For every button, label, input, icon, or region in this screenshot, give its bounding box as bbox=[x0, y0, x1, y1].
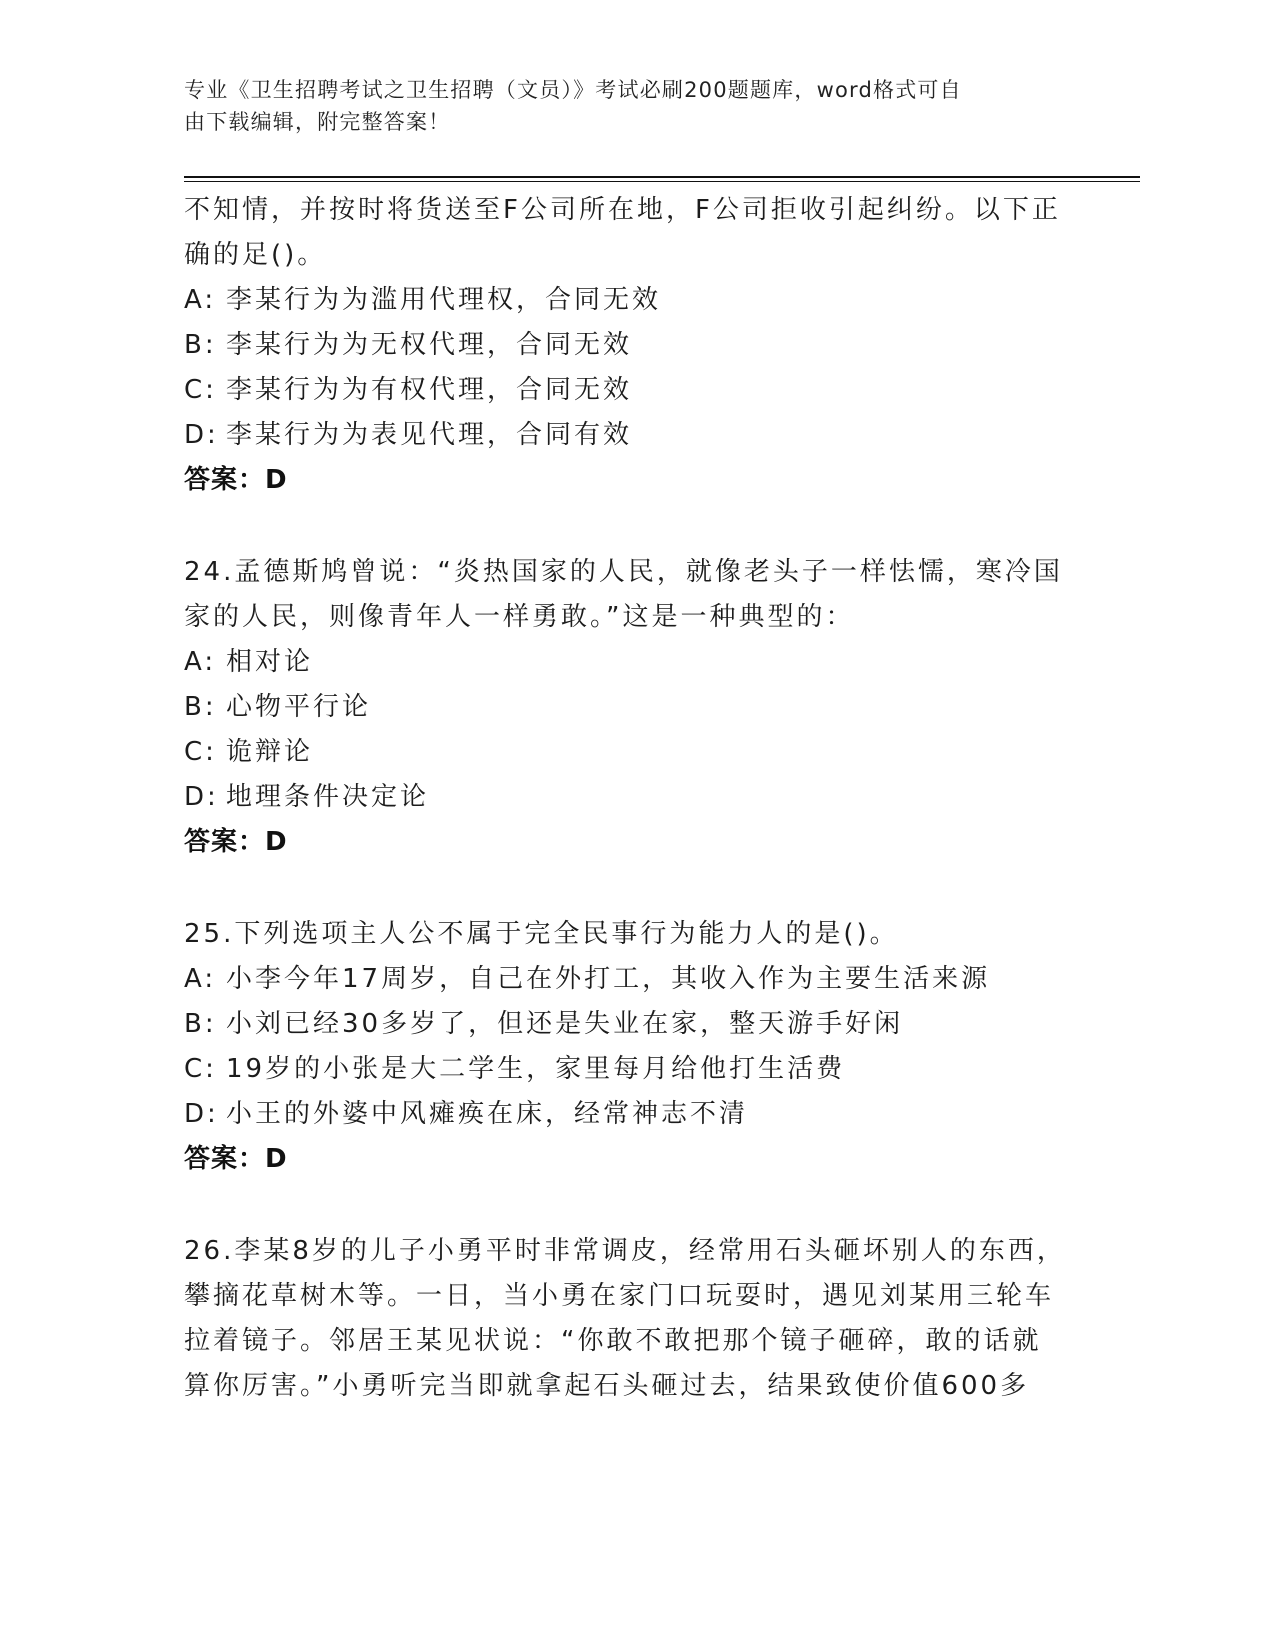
question-stem-line: 攀摘花草树木等。一日，当小勇在家门口玩耍时，遇见刘某用三轮车 bbox=[184, 1281, 1055, 1311]
header-line-2: 由下载编辑，附完整答案！ bbox=[184, 110, 451, 134]
option-letter: A: bbox=[184, 964, 217, 994]
option-text: 李某行为为无权代理，合同无效 bbox=[226, 330, 633, 360]
option-text: 李某行为为表见代理，合同有效 bbox=[226, 420, 633, 450]
option-letter: D: bbox=[184, 782, 219, 812]
question-stem-line: 24.孟德斯鸠曾说：“炎热国家的人民，就像老头子一样怯懦，寒冷国 bbox=[184, 557, 1063, 587]
option-letter: B: bbox=[184, 692, 217, 722]
header-rule-thick bbox=[184, 176, 1140, 178]
option-c bbox=[184, 1047, 1084, 1092]
option-letter: C: bbox=[184, 737, 217, 767]
question-stem-line: 不知情，并按时将货送至F公司所在地，F公司拒收引起纠纷。以下正 bbox=[184, 195, 1061, 225]
option-letter: B: bbox=[184, 330, 217, 360]
option-letter: B: bbox=[184, 1009, 217, 1039]
option-text: 相对论 bbox=[226, 647, 314, 677]
option-text: 诡辩论 bbox=[226, 737, 314, 767]
question-stem-line: 26.李某8岁的儿子小勇平时非常调皮，经常用石头砸坏别人的东西， bbox=[184, 1236, 1066, 1266]
option-letter: D: bbox=[184, 1099, 219, 1129]
answer-line: 答案：D bbox=[184, 465, 288, 495]
document-header bbox=[184, 74, 1084, 138]
answer-line: 答案：D bbox=[184, 827, 288, 857]
question-25 bbox=[184, 912, 1084, 1182]
option-d bbox=[184, 1092, 1084, 1137]
option-b bbox=[184, 685, 1084, 730]
option-text: 心物平行论 bbox=[226, 692, 372, 722]
option-a bbox=[184, 957, 1084, 1002]
option-text: 李某行为为有权代理，合同无效 bbox=[226, 375, 633, 405]
option-b bbox=[184, 1002, 1084, 1047]
option-d bbox=[184, 775, 1084, 820]
spacer bbox=[184, 503, 1084, 550]
option-letter: C: bbox=[184, 375, 217, 405]
option-a bbox=[184, 278, 1084, 323]
question-26 bbox=[184, 1229, 1084, 1409]
header-rule-thin bbox=[184, 181, 1140, 182]
question-stem-line: 确的足()。 bbox=[184, 240, 327, 270]
question-24 bbox=[184, 550, 1084, 865]
spacer bbox=[184, 865, 1084, 912]
option-letter: A: bbox=[184, 285, 217, 315]
option-d bbox=[184, 413, 1084, 458]
option-text: 小王的外婆中风瘫痪在床，经常神志不清 bbox=[226, 1099, 749, 1129]
question-stem-line: 25.下列选项主人公不属于完全民事行为能力人的是()。 bbox=[184, 919, 899, 949]
option-text: 李某行为为滥用代理权，合同无效 bbox=[226, 285, 662, 315]
option-letter: A: bbox=[184, 647, 217, 677]
option-c bbox=[184, 368, 1084, 413]
answer-line: 答案：D bbox=[184, 1144, 288, 1174]
spacer bbox=[184, 1182, 1084, 1229]
option-text: 19岁的小张是大二学生，家里每月给他打生活费 bbox=[226, 1054, 846, 1084]
question-stem-line: 家的人民，则像青年人一样勇敢。”这是一种典型的： bbox=[184, 602, 855, 632]
option-text: 小刘已经30多岁了，但还是失业在家，整天游手好闲 bbox=[226, 1009, 904, 1039]
option-letter: D: bbox=[184, 420, 219, 450]
option-c bbox=[184, 730, 1084, 775]
header-line-1: 专业《卫生招聘考试之卫生招聘（文员）》考试必刷200题题库，word格式可自 bbox=[184, 78, 962, 102]
option-letter: C: bbox=[184, 1054, 217, 1084]
question-stem-line: 拉着镜子。邻居王某见状说：“你敢不敢把那个镜子砸碎，敢的话就 bbox=[184, 1326, 1042, 1356]
document-body bbox=[184, 188, 1084, 1409]
question-stem-line: 算你厉害。”小勇听完当即就拿起石头砸过去，结果致使价值600多 bbox=[184, 1371, 1030, 1401]
option-a bbox=[184, 640, 1084, 685]
option-text: 小李今年17周岁，自己在外打工，其收入作为主要生活来源 bbox=[226, 964, 991, 994]
option-b bbox=[184, 323, 1084, 368]
question-23 bbox=[184, 188, 1084, 503]
option-text: 地理条件决定论 bbox=[226, 782, 430, 812]
